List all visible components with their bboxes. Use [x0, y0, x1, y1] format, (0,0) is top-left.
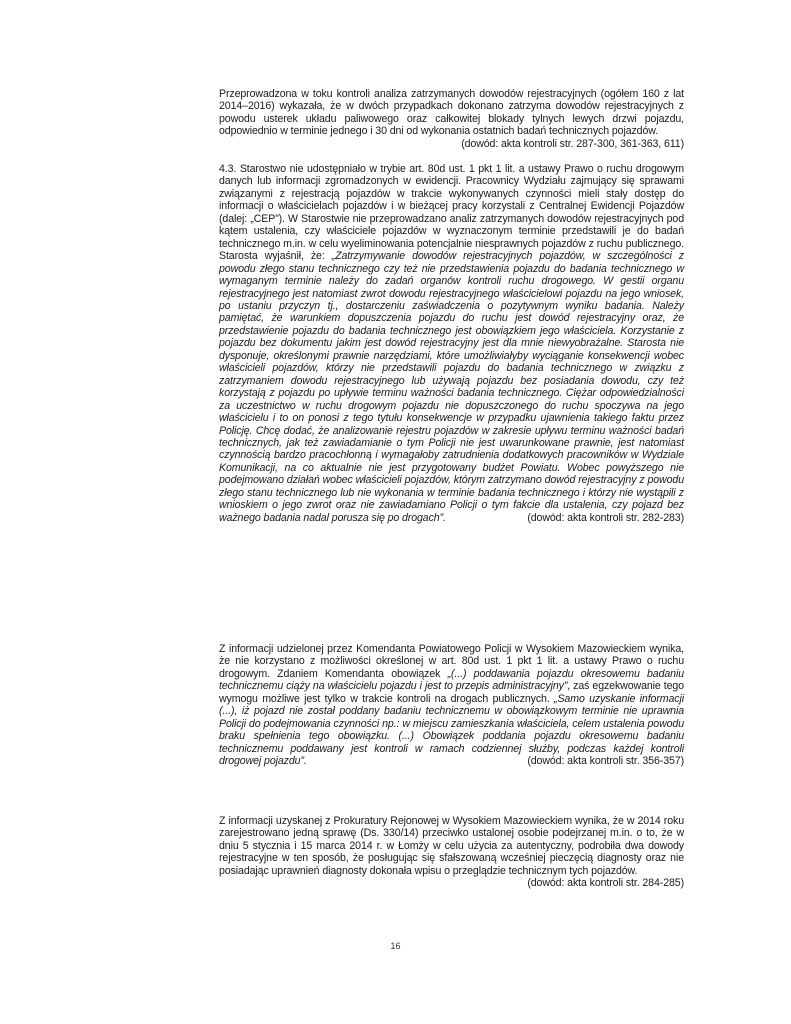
paragraph-text: , zaś egzekwowanie tego wymogu możliwe jest tylko w trakcie kontroli na drogach publicznych. [219, 680, 684, 705]
paragraph-section-4-3 [219, 163, 684, 524]
paragraph-police-info [219, 643, 684, 768]
paragraph-text: 4.3. Starostwo nie udostępniało w trybie art. 80d ust. 1 pkt 1 lit. a ustawy Prawo o ruchu drogowym danych lub informacji zgromadzonych w ewidencji. Pracownicy Wydziału zajmujący się sprawami związanymi z rejestracją pojazdów w trakcie wykonywanych czynności mieli stały dostęp do informacji o właścicielach pojazdów i w bieżącej pracy korzystali z Centralnej Ewidencji Pojazdów (dalej: „CEP”). W Starostwie nie przeprowadzano analiz zatrzymanych dowodów rejestracyjnych pod kątem ustalenia, czy właściciele pojazdów w wyznaczonym terminie przedstawili je do badań technicznego m.in. w celu wyeliminowania potencjalnie niesprawnych pojazdów z ruchu publicznego. Starosta wyjaśnił, że: [219, 163, 684, 263]
paragraph-prosecutor-info [219, 815, 684, 890]
paragraph-analysis [219, 88, 684, 150]
starosta-quote: „Zatrzymywanie dowodów rejestracyjnych pojazdów, w szczególności z powodu złego stanu technicznego czy też nie przedstawienia pojazdu do badania technicznego w wymaganym terminie należy do zadań organów kontroli ruchu drogowego. W gestii organu rejestracyjnego jest natomiast zwrot dowodu rejestracyjnego właścicielowi pojazdu na jego wniosek, po ustaniu przyczyn tj., dostarczeniu zaświadczenia o pozytywnym wyniku badania. Należy pamiętać, że warunkiem dopuszczenia pojazdu do ruchu jest dowód rejestracyjny oraz, że przedstawienie pojazdu do badania technicznego jest obowiązkiem jego właściciela. Korzystanie z pojazdu bez dokumentu jakim jest dowód rejestracyjny jest dla mnie niewyobrażalne. Starosta nie dysponuje, określonymi prawnie narzędziami, które umożliwiałyby wyciąganie konsekwencji wobec właścicieli pojazdów, którzy nie przedstawili pojazdu do badania technicznego w związku z zatrzymaniem dowodu rejestracyjnego lub używają pojazdu bez posiadania dowodu, czy też korzystają z pojazdu po upływie terminu ważności badania technicznego. Ciężar odpowiedzialności za uczestnictwo w ruchu drogowym pojazdu nie dopuszczonego do ruchu spoczywa na jego właścicielu i to on ponosi z tego tytułu konsekwencje w przypadku ujawnienia takiego faktu przez Policję. Chcę dodać, że analizowanie rejestru pojazdów w zakresie upływu terminu ważności badań technicznych, jak też zawiadamianie o tym Policji nie jest uwarunkowane prawnie, jest natomiast czynnością bardzo pracochłonną i wymagałoby zatrudnienia dodatkowych pracowników w Wydziale Komunikacji, na co aktualnie nie jest przygotowany budżet Powiatu. Wobec powyższego nie podejmowano działań wobec właścicieli pojazdów, którym zatrzymano dowód rejestracyjny z powodu złego stanu technicznego lub nie wykonania w terminie badania technicznego i którzy nie wystąpili z wnioskiem o jego zwrot oraz nie zawiadamiano Policji o tym fakcie dla ustalenia, czy pojazd bez ważnego badania nadal porusza się po drogach”. [219, 250, 684, 524]
paragraph-text: Przeprowadzona w toku kontroli analiza zatrzymanych dowodów rejestracyjnych (ogółem 160 z lat 2014–2016) wykazała, że w dwóch przypadkach dokonano zatrzyma dowodów rejestracyjnych z powodu usterek układu paliwowego oraz całkowitej blokady tylnych lewych drzwi pojazdu, odpowiednio w terminie jednego i 30 dni od wykonania ostatnich badań technicznych pojazdów. [219, 88, 684, 138]
evidence-citation: (dowód: akta kontroli str. 284-285) [527, 877, 684, 890]
evidence-citation: (dowód: akta kontroli str. 282-283) [527, 511, 684, 524]
evidence-citation: (dowód: akta kontroli str. 356-357) [527, 755, 684, 768]
paragraph-text: Z informacji uzyskanej z Prokuratury Rejonowej w Wysokiem Mazowieckiem wynika, że w 2014 roku zarejestrowano jedną sprawę (Ds. 330/14) przeciwko ustalonej osobie podejrzanej m.in. o to, że w dniu 5 stycznia i 15 marca 2014 r. w Łomży w celu użycia za autentyczny, podrobiła dwa dowody rejestracyjne w ten sposób, że posługując się sfałszowaną wcześniej pieczęcią diagnosty oraz nie posiadając uprawnień diagnosty dokonała wpisu o przeglądzie technicznym tych pojazdów. [219, 815, 684, 877]
police-quote-1: „(...) poddawania pojazdu okresowemu badaniu technicznemu ciąży na właścicielu pojazdu i jest to przepis administracyjny” [219, 667, 684, 693]
police-quote-2: „Samo uzyskanie informacji (...), iż pojazd nie został poddany badaniu technicznemu w obowiązkowym terminie nie uprawnia Policji do podejmowania czynności np.: w miejscu zamieszkania właściciela, celem ustalenia powodu braku spełnienia tego obowiązku. (...) Obowiązek poddania pojazdu okresowemu badaniu technicznemu poddawany jest kontroli w ramach codziennej służby, podczas każdej kontroli drogowej pojazdu”. [219, 692, 684, 768]
page-number: 16 [390, 941, 401, 951]
paragraph-text: Z informacji udzielonej przez Komendanta Powiatowego Policji w Wysokiem Mazowieckiem wynika, że nie korzystano z możliwości określonej w art. 80d ust. 1 pkt 1 lit. a ustawy Prawo o ruchu drogowym. Zdaniem Komendanta obowiązek [219, 643, 684, 680]
evidence-citation: (dowód: akta kontroli str. 287-300, 361-363, 611) [461, 137, 684, 150]
